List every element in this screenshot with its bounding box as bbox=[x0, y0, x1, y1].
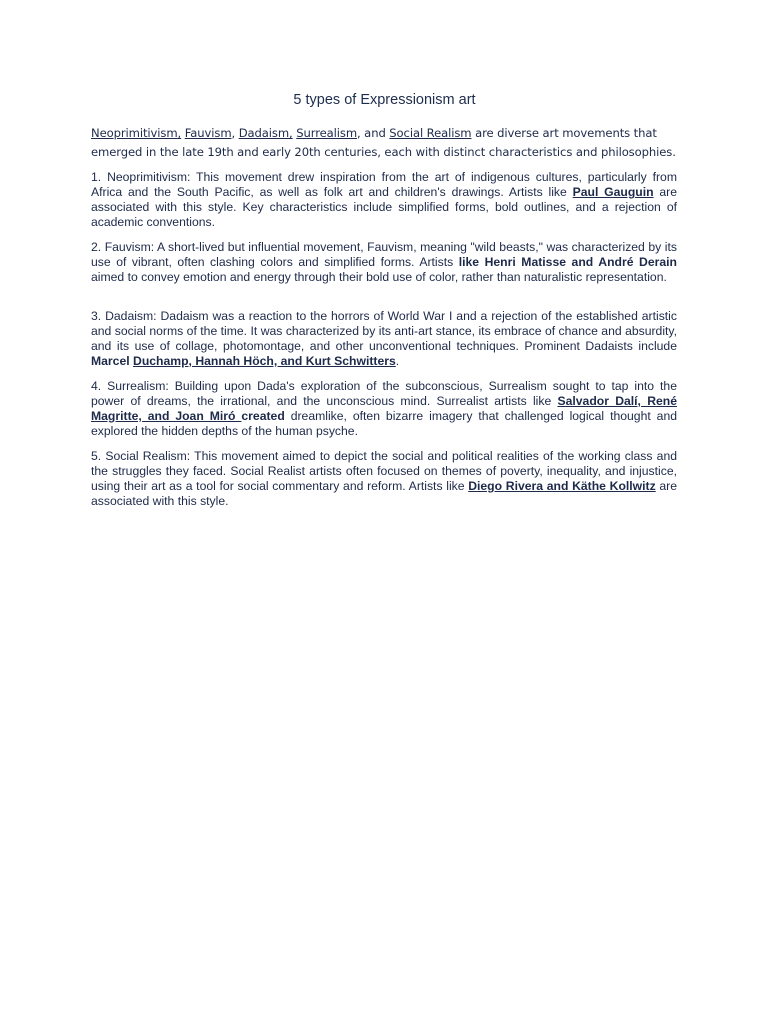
paragraph-text: are associated with this style. Key characteristics include simplified forms, bold outlines, and a rejection of academic conventions. bbox=[91, 185, 677, 229]
bold-word: created bbox=[241, 409, 285, 423]
link-dadaism[interactable]: Dadaism, bbox=[238, 126, 293, 140]
paragraph-text: aimed to convey emotion and energy through their bold use of color, rather than naturalistic representation. bbox=[91, 270, 667, 284]
bold-artist-name: Marcel bbox=[91, 354, 134, 368]
paragraph-text: dreamlike, often bizarre imagery that challenged logical thought and explored the hidden depths of the human psyche. bbox=[91, 409, 678, 438]
link-text: Duchamp, Hannah Höch, and Kurt Schwitters bbox=[133, 354, 396, 368]
paragraph-text: 4. Surrealism: Building upon Dada's exploration of the subconscious, Surrealism sought to tap into the power of dreams, the irrational, and the unconscious mind. Surrealist artists like bbox=[91, 379, 677, 408]
link-paul-gauguin[interactable] bbox=[573, 185, 654, 199]
intro-separator: , bbox=[231, 126, 239, 140]
paragraph-fauvism bbox=[91, 240, 677, 285]
paragraph-text: 1. Neoprimitivism: This movement drew inspiration from the art of indigenous cultures, particularly from Africa and the South Pacific, as well as folk art and children's drawings. Artists like bbox=[91, 170, 677, 199]
document-title: 5 types of Expressionism art bbox=[293, 92, 476, 108]
link-text: Paul Gauguin bbox=[572, 185, 654, 199]
paragraph-neoprimitivism bbox=[91, 170, 677, 230]
paragraph-social-realism bbox=[91, 449, 677, 509]
link-dada-artists[interactable] bbox=[133, 354, 396, 368]
paragraph-text: . bbox=[395, 354, 400, 368]
intro-text: are diverse art movements that emerged in the late 19th and early 20th centuries, each with distinct characteristics and philosophies. bbox=[91, 126, 676, 159]
paragraph-text: 2. Fauvism: A short-lived but influential movement, Fauvism, meaning "wild beasts," was characterized by its use of vibrant, often clashing colors and simplified forms. Artists bbox=[91, 240, 677, 269]
link-social-realism[interactable]: Social Realism bbox=[389, 126, 472, 140]
link-surrealism[interactable]: Surrealism bbox=[296, 126, 358, 140]
link-fauvism[interactable]: Fauvism bbox=[184, 126, 232, 140]
link-text: Salvador Dalí, René Magritte, and Joan Miró bbox=[91, 394, 677, 423]
intro-separator: , and bbox=[357, 126, 390, 140]
paragraph-text: 5. Social Realism: This movement aimed to depict the social and political realities of the working class and the struggles they faced. Social Realist artists often focused on themes of poverty, inequality, and injustice, using their art as a tool for social commentary and reform. Artists like bbox=[91, 449, 677, 493]
bold-artists: like Henri Matisse and André Derain bbox=[458, 255, 677, 269]
link-text: Diego Rivera and Käthe Kollwitz bbox=[468, 479, 656, 493]
paragraph-dadaism bbox=[91, 309, 677, 369]
paragraph-surrealism bbox=[91, 379, 677, 439]
link-social-realist-artists[interactable] bbox=[468, 479, 655, 493]
link-neoprimitivism[interactable]: Neoprimitivism, bbox=[91, 126, 182, 140]
paragraph-text: are associated with this style. bbox=[91, 479, 677, 508]
intro-paragraph bbox=[91, 124, 681, 162]
paragraph-text: 3. Dadaism: Dadaism was a reaction to the horrors of World War I and a rejection of the established artistic and social norms of the time. It was characterized by its anti-art stance, its embrace of chance and absurdity, and its use of collage, photomontage, and other unconventional techniques. Prominent Dadaists include bbox=[91, 309, 677, 353]
